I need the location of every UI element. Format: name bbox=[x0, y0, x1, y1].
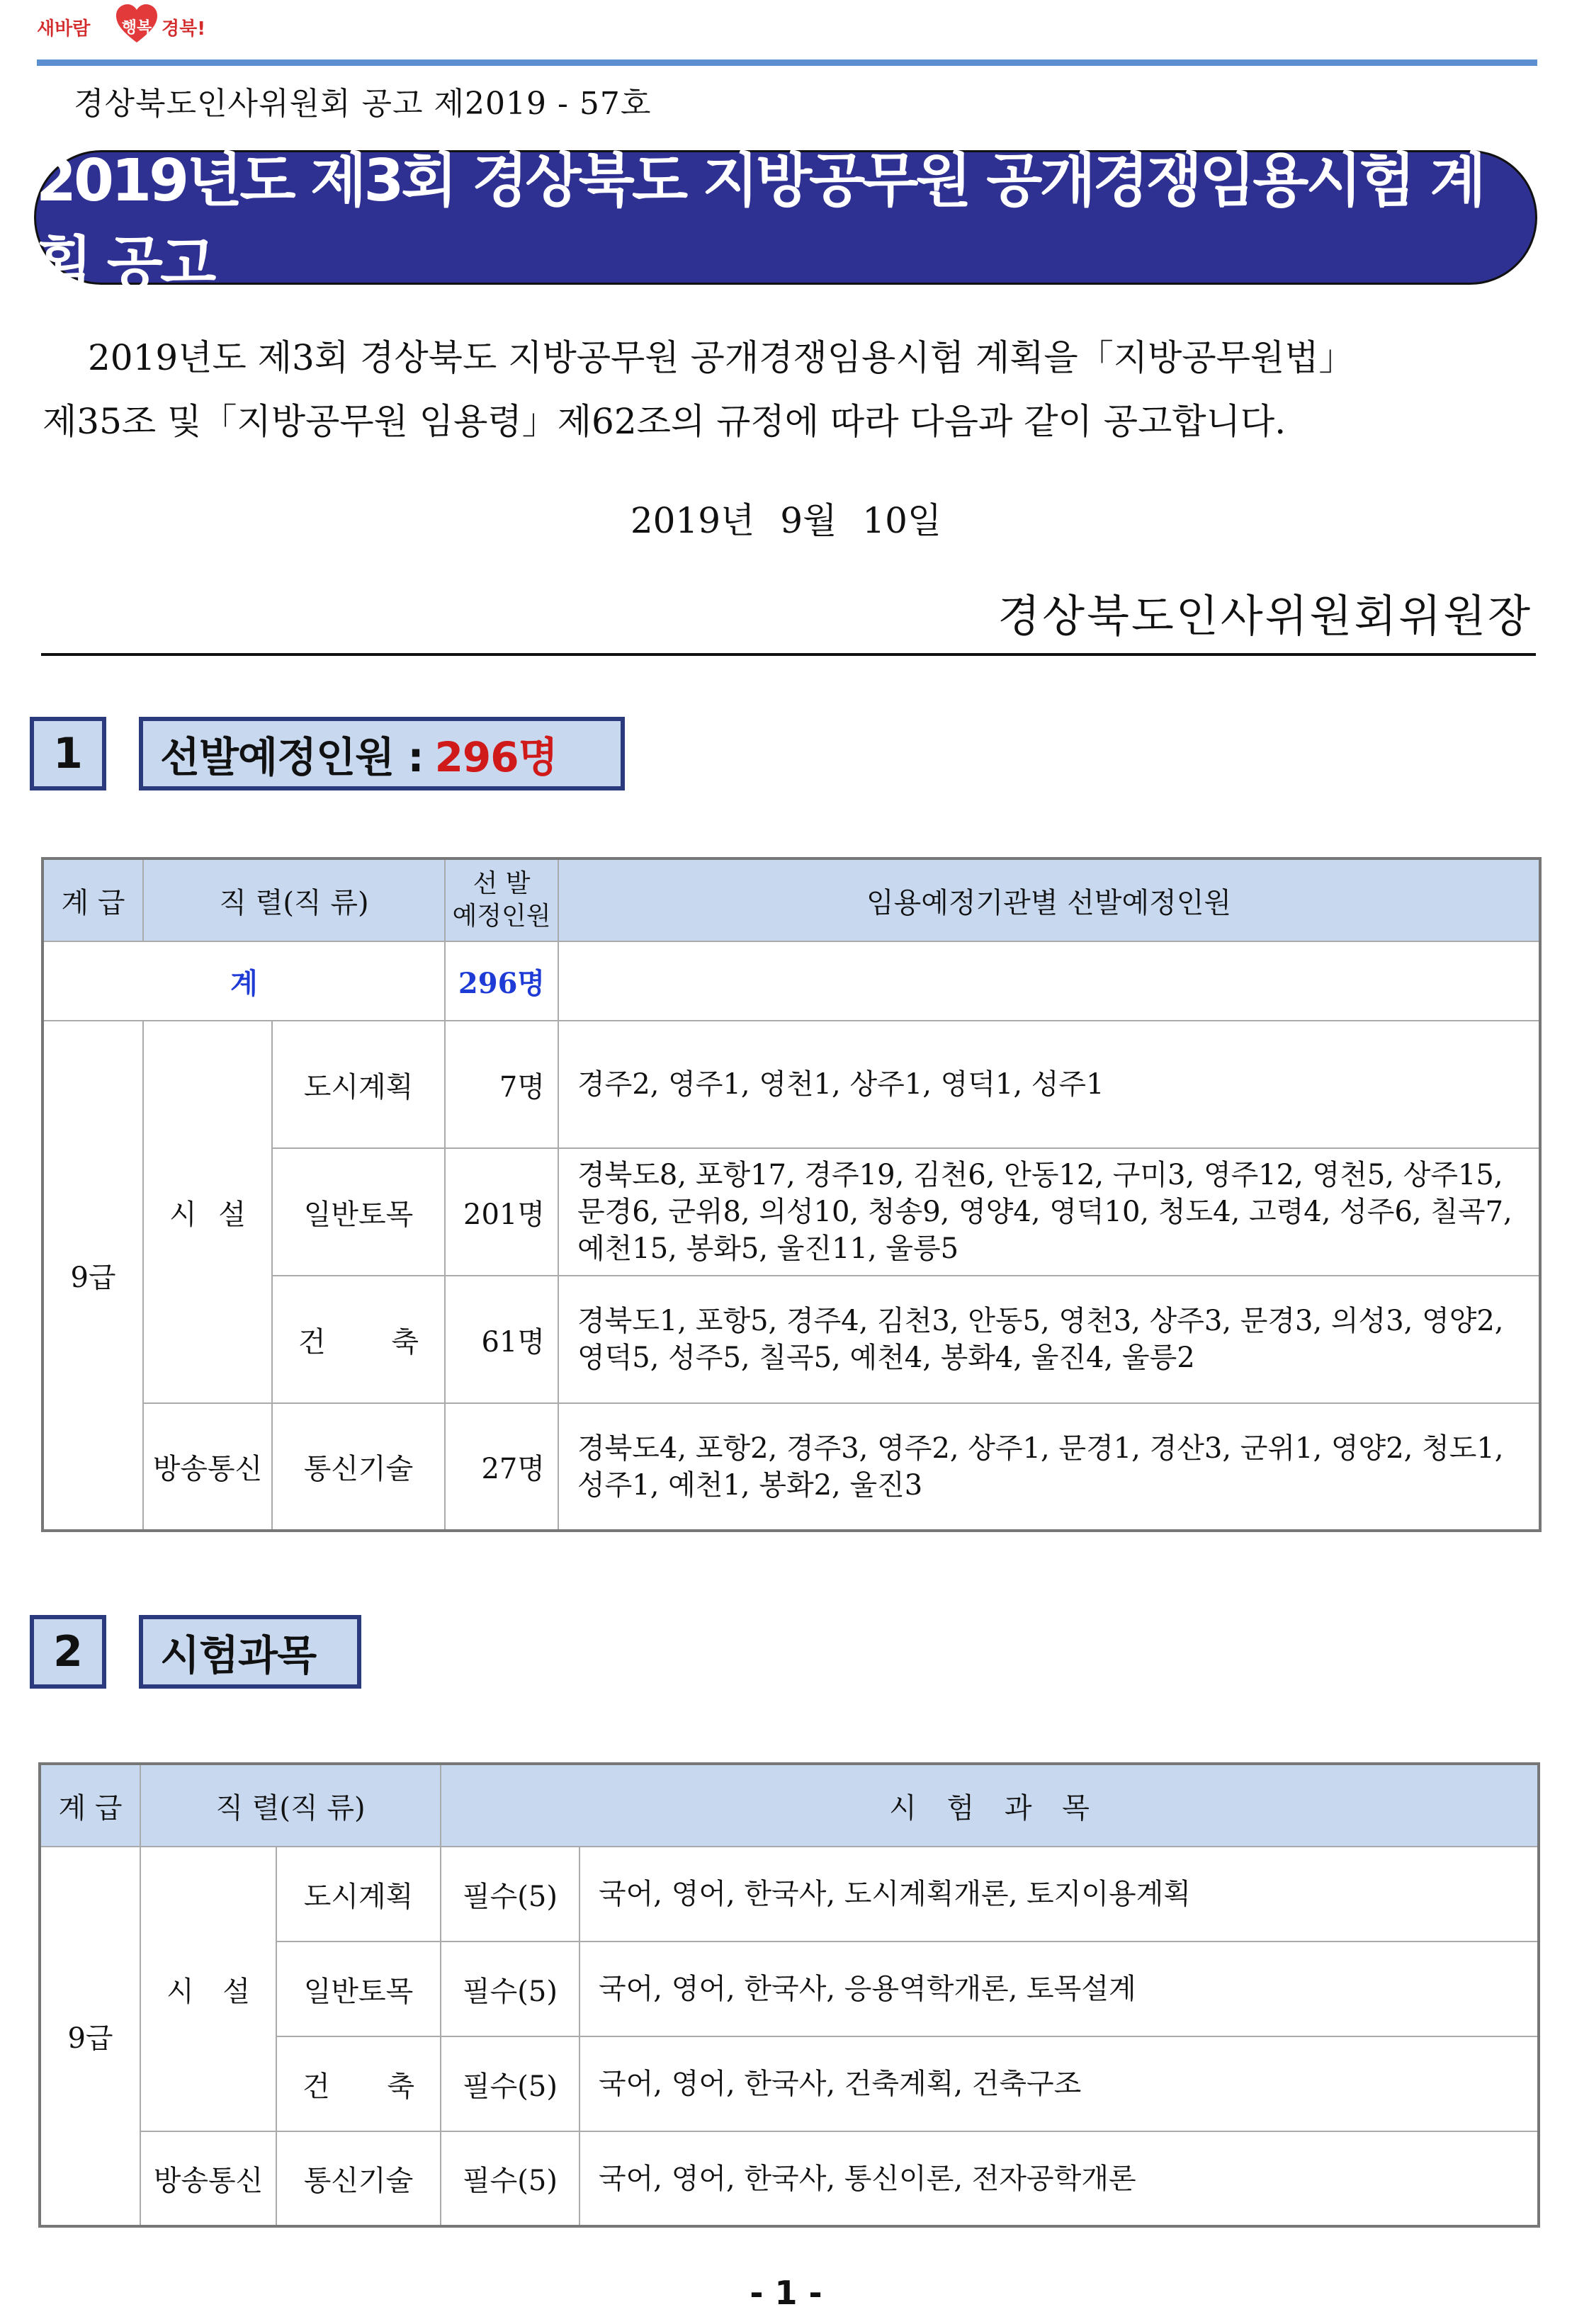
sub-cell: 건 축 bbox=[276, 2036, 441, 2131]
table-row bbox=[43, 1021, 1540, 1148]
table-row bbox=[43, 1403, 1540, 1531]
type-cell: 필수(5) bbox=[441, 1942, 579, 2036]
count-cell: 61명 bbox=[445, 1276, 558, 1403]
logo-heart-text: 행복 bbox=[121, 19, 152, 37]
sub-cell: 도시계획 bbox=[276, 1847, 441, 1942]
subjects-cell: 국어, 영어, 한국사, 건축계획, 건축구조 bbox=[579, 2036, 1539, 2131]
type-cell: 필수(5) bbox=[441, 2036, 579, 2131]
group-cell: 방송통신 bbox=[143, 1403, 272, 1531]
group-cell: 시 설 bbox=[140, 1847, 276, 2131]
header-grade: 계 급 bbox=[43, 858, 143, 941]
group-cell: 방송통신 bbox=[140, 2131, 276, 2226]
announcement-date: 2019년 9월 10일 bbox=[630, 500, 942, 541]
count-cell: 201명 bbox=[445, 1148, 558, 1276]
total-label: 계 bbox=[43, 941, 445, 1021]
section-1-title-text: 선발예정인원 : bbox=[160, 733, 424, 781]
section-2-title-text: 시험과목 bbox=[160, 1631, 317, 1679]
logo-left-text: 새바람 bbox=[37, 18, 91, 40]
count-cell: 27명 bbox=[445, 1403, 558, 1531]
detail-cell: 경북도1, 포항5, 경주4, 김천3, 안동5, 영천3, 상주3, 문경3, 의성3, 영양2, 영덕5, 성주5, 칠곡5, 예천4, 봉화4, 울진4, 울릉2 bbox=[558, 1276, 1540, 1403]
signatory: 경상북도인사위원회위원장 bbox=[997, 590, 1532, 642]
detail-cell: 경북도4, 포항2, 경주3, 영주2, 상주1, 문경1, 경산3, 군위1, 영양2, 청도1, 성주1, 예천1, 봉화2, 울진3 bbox=[558, 1403, 1540, 1531]
grade-cell: 9급 bbox=[43, 1021, 143, 1531]
intro-line-1: 2019년도 제3회 경상북도 지방공무원 공개경쟁임용시험 계획을「지방공무원법」 bbox=[88, 337, 1355, 378]
sub-cell: 일반토목 bbox=[272, 1148, 445, 1276]
sub-cell: 통신기술 bbox=[272, 1403, 445, 1531]
notice-number: 경상북도인사위원회 공고 제2019 - 57호 bbox=[74, 86, 652, 122]
section-1-highlight: 296명 bbox=[434, 733, 558, 781]
header-count-top: 선 발 bbox=[473, 869, 531, 898]
grade-cell: 9급 bbox=[40, 1847, 140, 2226]
table-row-total bbox=[43, 941, 1540, 1021]
exam-subjects-table bbox=[38, 1762, 1540, 2228]
table-row bbox=[40, 1847, 1539, 1942]
sub-cell: 도시계획 bbox=[272, 1021, 445, 1148]
detail-cell: 경북도8, 포항17, 경주19, 김천6, 안동12, 구미3, 영주12, 영천5, 상주15, 문경6, 군위8, 의성10, 청송9, 영양4, 영덕10, 청도4, 고령4, 성주6, 칠곡7, 예천15, 봉화5, 울진11, 울릉5 bbox=[558, 1148, 1540, 1276]
sub-cell: 일반토목 bbox=[276, 1942, 441, 2036]
table-header-row bbox=[43, 858, 1540, 941]
header-series: 직 렬(직 류) bbox=[143, 858, 445, 941]
section-1-number: 1 bbox=[30, 717, 106, 790]
sub-cell: 통신기술 bbox=[276, 2131, 441, 2226]
intro-paragraph bbox=[43, 326, 1537, 453]
header-count bbox=[445, 858, 558, 941]
intro-line-2: 제35조 및「지방공무원 임용령」제62조의 규정에 따라 다음과 같이 공고합니다. bbox=[43, 401, 1287, 442]
type-cell: 필수(5) bbox=[441, 1847, 579, 1942]
subjects-cell: 국어, 영어, 한국사, 통신이론, 전자공학개론 bbox=[579, 2131, 1539, 2226]
section-1-title bbox=[139, 717, 625, 790]
subjects-cell: 국어, 영어, 한국사, 도시계획개론, 토지이용계획 bbox=[579, 1847, 1539, 1942]
logo-right-text: 경북! bbox=[162, 18, 206, 40]
total-empty bbox=[558, 941, 1540, 1021]
divider-rule bbox=[41, 653, 1536, 656]
table-header-row bbox=[40, 1764, 1539, 1847]
header-divider bbox=[37, 59, 1537, 66]
table-row bbox=[40, 2131, 1539, 2226]
subjects-cell: 국어, 영어, 한국사, 응용역학개론, 토목설계 bbox=[579, 1942, 1539, 2036]
header-subjects: 시 험 과 목 bbox=[441, 1764, 1539, 1847]
header-agencies: 임용예정기관별 선발예정인원 bbox=[558, 858, 1540, 941]
count-cell: 7명 bbox=[445, 1021, 558, 1148]
page-title: 2019년도 제3회 경상북도 지방공무원 공개경쟁임용시험 계획 공고 bbox=[36, 147, 1483, 297]
section-2-title bbox=[139, 1615, 361, 1689]
sub-cell: 건 축 bbox=[272, 1276, 445, 1403]
total-value: 296명 bbox=[445, 941, 558, 1021]
header-count-bottom: 예정인원 bbox=[452, 902, 551, 931]
recruitment-table bbox=[41, 857, 1542, 1532]
header-series: 직 렬(직 류) bbox=[140, 1764, 441, 1847]
page-number: - 1 - bbox=[750, 2274, 822, 2312]
type-cell: 필수(5) bbox=[441, 2131, 579, 2226]
section-2-number: 2 bbox=[30, 1615, 106, 1689]
title-banner bbox=[34, 147, 1537, 297]
group-cell: 시 설 bbox=[143, 1021, 272, 1403]
logo bbox=[37, 6, 221, 50]
detail-cell: 경주2, 영주1, 영천1, 상주1, 영덕1, 성주1 bbox=[558, 1021, 1540, 1148]
header-grade: 계 급 bbox=[40, 1764, 140, 1847]
